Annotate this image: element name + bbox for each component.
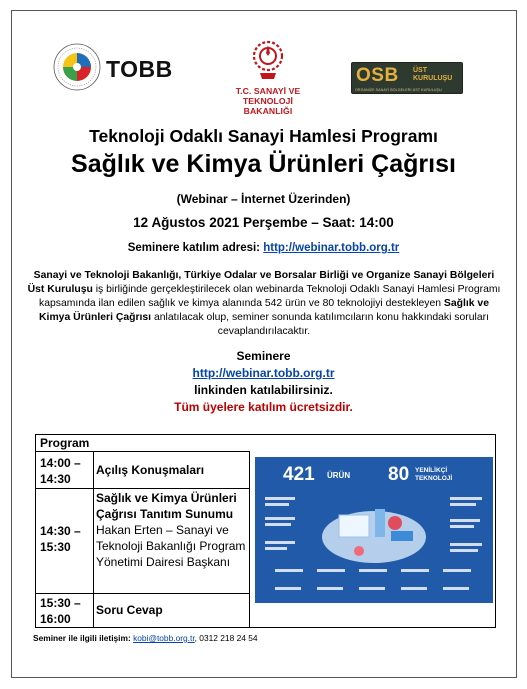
table-rule xyxy=(36,451,249,452)
lab-monitor xyxy=(339,515,369,537)
join-line3: linkinden katılabilirsiniz. xyxy=(194,383,333,397)
ministry-name-line1: T.C. SANAYİ VE xyxy=(235,86,301,96)
program-header: Program xyxy=(40,436,90,450)
table-col-divider xyxy=(249,451,250,628)
join-line1: Seminere xyxy=(236,349,291,363)
row1-time-start: 14:00 – xyxy=(40,456,81,470)
partners-bold: Sanayi ve Teknoloji Bakanlığı, Türkiye Odalar ve Borsalar Birliği ve Organize Sanayi Bölgeleri Üst Kuruluşu xyxy=(27,270,495,295)
ministry-name-line2: TEKNOLOJİ BAKANLIĞI xyxy=(242,96,294,116)
row3-time-start: 15:30 – xyxy=(40,596,81,610)
osb-right-text xyxy=(413,67,452,82)
infographic-label2a: YENİLİKÇİ xyxy=(415,467,448,474)
row1-title: Açılış Konuşmaları xyxy=(96,463,205,477)
lab-device xyxy=(391,531,413,541)
row2-time-start: 14:30 – xyxy=(40,524,81,538)
osb-logo xyxy=(351,62,463,94)
row2-detail: Hakan Erten – Sanayi ve Teknoloji Bakanlığı Program Yönetimi Dairesi Başkanı xyxy=(96,523,246,569)
tobb-emblem-icon xyxy=(52,42,102,92)
ministry-emblem-icon xyxy=(250,40,286,82)
osb-right-line1: ÜST xyxy=(413,67,427,74)
osb-letters: OSB xyxy=(356,65,399,86)
contact-email-link[interactable]: kobi@tobb.org.tr xyxy=(133,633,195,643)
event-date: 12 Ağustos 2021 Perşembe – Saat: 14:00 xyxy=(133,215,394,230)
description-text2: anlatılacak olup, seminer sonunda katılımcıların konu hakkındaki soruları cevaplandırılacaktır. xyxy=(151,312,489,337)
program-table xyxy=(35,434,496,628)
row3-title: Soru Cevap xyxy=(96,603,163,617)
call-name-bold: Sağlık ve Kimya Ürünleri Çağrısı xyxy=(39,298,489,323)
row2-time xyxy=(40,523,81,555)
lab-bulb xyxy=(354,546,364,556)
address-link[interactable]: http://webinar.tobb.org.tr xyxy=(263,242,400,254)
infographic-label2b: TEKNOLOJİ xyxy=(415,475,453,482)
description-paragraph xyxy=(26,269,502,339)
join-url-line xyxy=(0,365,527,382)
ministry-logo xyxy=(218,40,318,118)
lab-column xyxy=(375,509,385,537)
program-title: Teknoloji Odaklı Sanayi Hamlesi Programı xyxy=(89,126,438,146)
row1-time-end: 14:30 xyxy=(40,472,71,486)
seminar-address xyxy=(0,242,527,254)
table-rule xyxy=(36,593,249,594)
infographic-num2: 80 xyxy=(388,464,410,485)
address-label: Seminere katılım adresi: xyxy=(127,242,264,254)
infographic-image xyxy=(255,457,493,603)
row3-time xyxy=(40,595,81,627)
lab-sphere xyxy=(388,516,402,530)
osb-right-line2: KURULUŞU xyxy=(413,74,453,82)
row2-title: Sağlık ve Kimya Ürünleri Çağrısı Tanıtım Sunumu xyxy=(96,491,237,521)
free-participation-note: Tüm üyelere katılım ücretsizdir. xyxy=(174,400,353,414)
join-link[interactable]: http://webinar.tobb.org.tr xyxy=(192,366,335,380)
webinar-note: (Webinar – İnternet Üzerinden) xyxy=(176,192,351,206)
tobb-wordmark: TOBB xyxy=(106,56,173,82)
infographic-label1: ÜRÜN xyxy=(327,471,351,480)
row2-session xyxy=(96,490,246,570)
call-title: Sağlık ve Kimya Ürünleri Çağrısı xyxy=(71,150,456,178)
contact-line xyxy=(33,633,258,643)
tobb-logo xyxy=(52,42,182,102)
infographic-num1: 421 xyxy=(283,464,315,485)
row3-time-end: 16:00 xyxy=(40,612,71,626)
row1-time xyxy=(40,455,81,487)
contact-phone: , 0312 218 24 54 xyxy=(194,633,258,643)
row2-time-end: 15:30 xyxy=(40,540,71,554)
osb-subtitle: ORGANİZE SANAYİ BÖLGELERİ ÜST KURULUŞU xyxy=(355,88,442,92)
contact-label: Seminer ile ilgili iletişim: xyxy=(33,633,134,643)
table-col-divider xyxy=(93,451,94,628)
description-text1: iş birliğinde gerçekleştirilecek olan webinarda Teknoloji Odaklı Sanayi Hamlesi Programı kapsamında ilan edilen sağlık ve kimya alanında 542 ürün ve 80 teknolojiyi destekleyen xyxy=(39,284,501,309)
table-rule xyxy=(36,488,249,489)
